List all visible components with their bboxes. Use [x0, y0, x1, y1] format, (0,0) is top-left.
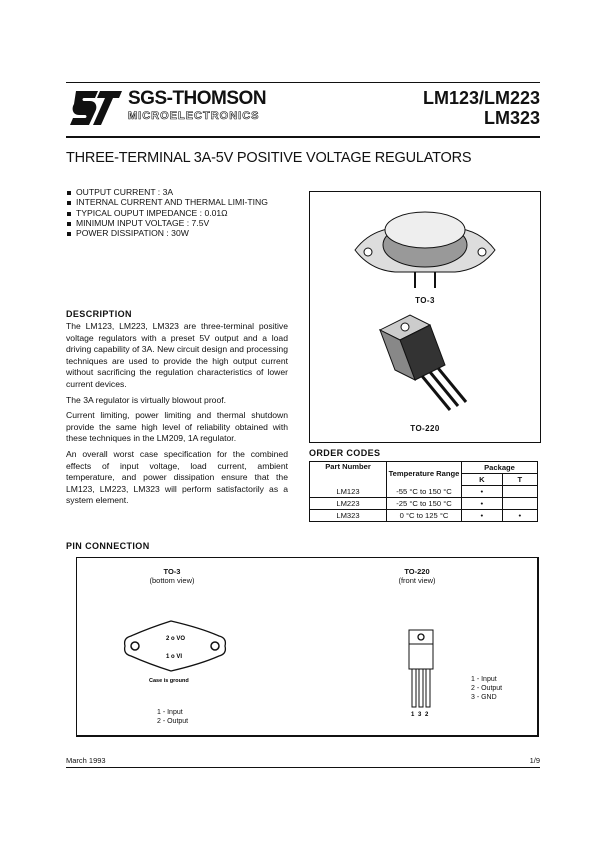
to3-view: (bottom view) — [149, 576, 195, 585]
pin-connection-heading: PIN CONNECTION — [66, 541, 150, 551]
to3-legend — [157, 708, 188, 726]
cell-part: LM223 — [310, 498, 387, 510]
cell-temp: 0 °C to 125 °C — [387, 510, 462, 522]
feature-item: POWER DISSIPATION : 30W — [66, 228, 288, 238]
package-images-box — [309, 191, 541, 443]
to3-title: TO-3 — [163, 567, 181, 576]
feature-list — [66, 187, 288, 238]
to220-view: (front view) — [398, 576, 436, 585]
description-paragraph: The LM123, LM223, LM323 are three-terminal positive voltage regulators with a preset 5V output and a load driving capability of 3A. New circuit design and processing techniques are used to provide the high output current without sacrificing the regulation characteristics of lower current devices. — [66, 321, 288, 389]
table-row — [310, 498, 538, 510]
col-header-temp: Temperature Range — [387, 462, 462, 486]
to3-label: TO-3 — [415, 296, 435, 305]
col-header-t: T — [502, 474, 537, 486]
header-bottom-rule — [66, 136, 540, 138]
cell-t: • — [502, 510, 537, 522]
part-numbers — [423, 88, 540, 128]
description-heading: DESCRIPTION — [66, 309, 132, 319]
part-line-2: LM323 — [483, 108, 540, 128]
page-title: THREE-TERMINAL 3A-5V POSITIVE VOLTAGE REGULATORS — [66, 150, 472, 166]
table-row — [310, 486, 538, 498]
legend-item: 2 - Output — [157, 718, 189, 725]
st-logo-icon — [70, 89, 122, 127]
to3-pin2-label: 2 o VO — [166, 636, 186, 642]
description-paragraph: Current limiting, power limiting and thermal shutdown provide the same high level of reliability obtained with these techniques in the LM209, 1A regulator. — [66, 410, 288, 444]
logo-subtitle: MICROELECTRONICS — [128, 110, 260, 122]
cell-k: • — [462, 510, 503, 522]
legend-item: 3 - GND — [471, 694, 497, 701]
to3-pin1-label: 1 o VI — [166, 654, 183, 660]
header-top-rule — [66, 82, 540, 83]
to3-package-image — [350, 200, 500, 290]
col-header-package: Package — [462, 462, 538, 474]
cell-part: LM323 — [310, 510, 387, 522]
cell-k: • — [462, 498, 503, 510]
cell-part: LM123 — [310, 486, 387, 498]
table-row — [310, 510, 538, 522]
order-codes-heading: ORDER CODES — [309, 448, 381, 458]
to220-pinout-diagram — [407, 628, 437, 738]
cell-t — [502, 498, 537, 510]
feature-item: INTERNAL CURRENT AND THERMAL LIMI-TING — [66, 197, 288, 207]
to220-legend — [471, 675, 502, 702]
footer-rule — [66, 767, 540, 768]
to220-pin-numbers: 1 3 2 — [411, 712, 430, 718]
col-header-part: Part Number — [310, 462, 387, 486]
footer-page-number: 1/9 — [529, 756, 540, 765]
to3-heading — [127, 567, 217, 585]
cell-t — [502, 486, 537, 498]
to220-package-image — [370, 310, 480, 420]
description-paragraph: An overall worst case specification for the combined effects of input voltage, load current, ambient temperature, and power dissipation ensure that the LM123, LM223, LM323 will perform satisfactorily as a system element. — [66, 448, 288, 506]
legend-item: 2 - Output — [471, 685, 503, 692]
order-codes-table — [309, 461, 538, 522]
cell-k: • — [462, 486, 503, 498]
to3-case-label: Case is ground — [149, 678, 189, 684]
footer-date: March 1993 — [66, 756, 106, 765]
logo-brand: SGS-THOMSON — [128, 88, 267, 109]
description-paragraph: The 3A regulator is virtually blowout proof. — [66, 394, 227, 405]
part-line-1: LM123/LM223 — [422, 88, 540, 108]
col-header-k: K — [462, 474, 503, 486]
description-section — [66, 309, 288, 511]
feature-item: OUTPUT CURRENT : 3A — [66, 187, 288, 197]
legend-item: 1 - Input — [471, 676, 497, 683]
to3-pinout-diagram — [121, 620, 229, 684]
to220-title: TO-220 — [404, 567, 430, 576]
to220-heading — [372, 567, 462, 585]
feature-item: MINIMUM INPUT VOLTAGE : 7.5V — [66, 218, 288, 228]
feature-item: TYPICAL OUPUT IMPEDANCE : 0.01Ω — [66, 208, 288, 218]
to220-label: TO-220 — [410, 424, 440, 433]
cell-temp: -55 °C to 150 °C — [387, 486, 462, 498]
legend-item: 1 - Input — [157, 709, 183, 716]
pin-connection-box — [76, 557, 539, 737]
cell-temp: -25 °C to 150 °C — [387, 498, 462, 510]
